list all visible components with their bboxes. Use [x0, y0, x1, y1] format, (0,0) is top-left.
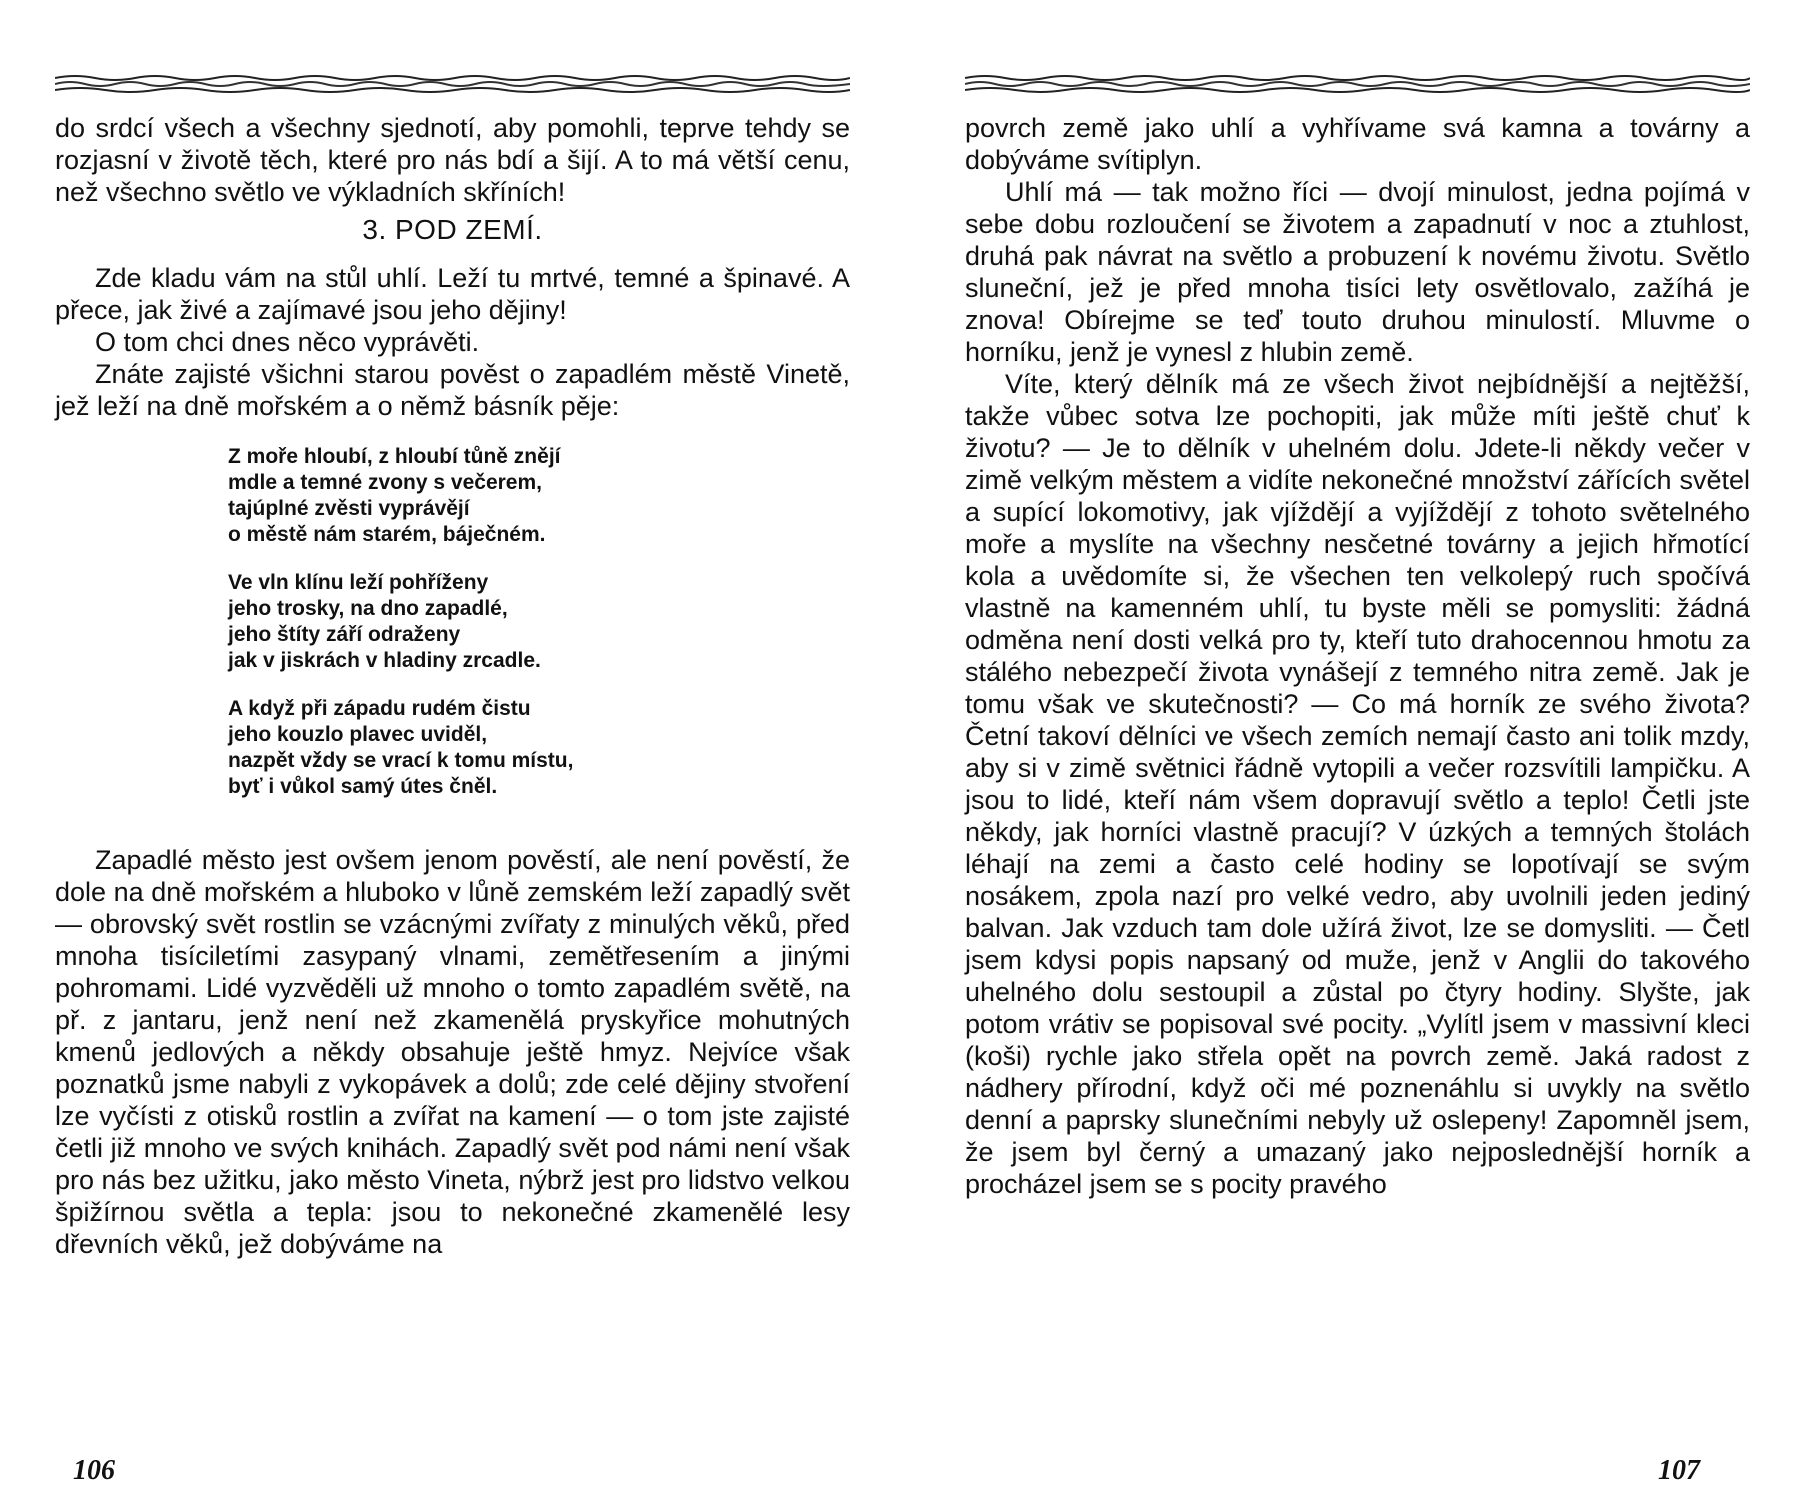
paragraph: Znáte zajisté všichni starou pověst o zapadlém městě Vinetě, jež leží na dně mořském a o němž básník pěje: [55, 359, 850, 421]
poem-line: Ve vln klínu leží pohříženy [228, 571, 489, 594]
header-ornament-left [55, 72, 850, 96]
poem-line: jeho kouzlo plavec uviděl, [228, 723, 488, 746]
paragraph: povrch země jako uhlí a vyhřívame svá kamna a továrny a dobýváme svítiplyn. [965, 113, 1750, 175]
poem-line: jak v jiskrách v hladiny zrcadle. [228, 649, 541, 672]
poem-line: mdle a temné zvony s večerem, [228, 471, 542, 494]
chapter-heading: 3. POD ZEMÍ. [362, 214, 543, 245]
poem-line: jeho štíty září odraženy [228, 623, 461, 646]
poem-line: A když při západu rudém čistu [228, 697, 531, 720]
poem-line: o městě nám starém, báječném. [228, 523, 546, 546]
right-page-text [965, 112, 1750, 1200]
poem-line: tajúplné zvěsti vyprávějí [228, 497, 470, 520]
paragraph: Uhlí má — tak možno říci — dvojí minulost, jedna pojímá v sebe dobu rozloučení se životem a zapadnutí v noc a ztuhlost, druhá pak návrat na světlo a probuzení k novému životu. Světlo sluneční, jež je před mnoha tisíci lety osvětlovalo, zažíhá je znova! Obírejme se teď touto druhou minulostí. Mluvme o horníku, jenž je vynesl z hlubin země. [965, 177, 1750, 367]
poem [228, 444, 850, 800]
page-number: 106 [73, 1455, 115, 1486]
poem-line: Z moře hloubí, z hloubí tůně znějí [228, 445, 561, 468]
poem-stanza [228, 570, 850, 674]
poem-line: nazpět vždy se vrací k tomu místu, [228, 749, 574, 772]
paragraph: Víte, který dělník má ze všech život nejbídnější a nejtěžší, takže vůbec sotva lze pochopiti, jak může míti ještě chuť k životu? — Je to dělník v uhelném dolu. Jdete-li někdy večer v zimě velkým městem a vidíte nekonečné množství zářících světel a supící lokomotivy, jak vjíždějí a vyjíždějí z tohoto světelného moře a myslíte na všechny nesčetné továrny a jejich hřmotící kola a uvědomíte si, že všechen ten velkolepý ruch spočívá vlastně na kamenném uhlí, tu byste měli se pomysliti: žádná odměna není dosti velká pro ty, kteří tuto drahocennou hmotu za stálého nebezpečí života vynášejí z temného nitra země. Jak je tomu však ve skutečnosti? — Co má horník ze svého života? Četní takoví dělníci ve všech zemích nemají často ani tolik mzdy, aby si v zimě světnici řádně vytopili a večer rozsvítili lampičku. A jsou to lidé, kteří nám všem dopravují světlo a teplo! Četli jste někdy, jak horníci vlastně pracují? V úzkých a temných štolách léhají na zemi a často celé hodiny se lopotívají se svým nosákem, zpola nazí pro velké vedro, aby uvolnili jeden jediný balvan. Jak vzduch tam dole užírá život, lze se domysliti. — Četl jsem kdysi popis napsaný od muže, jenž v Anglii do takového uhelného dolu sestoupil a zůstal po čtyry hodiny. Slyšte, jak potom vrátiv se popisoval své pocity. „Vylítl jsem v massivní kleci (koši) rychle jako střela opět na povrch země. Jaká radost z nádhery přírodní, když oči mé poznenáhlu si uvykly na světlo denní a paprsky slunečními nebyly už oslepeny! Zapomněl jsem, že jsem byl černý a umazaný jako nejposlednější horník a procházel jsem se s pocity pravého [965, 369, 1750, 1199]
paragraph: Zapadlé město jest ovšem jenom pověstí, ale není pověstí, že dole na dně mořském a hluboko v lůně zemském leží zapadlý svět — obrovský svět rostlin se vzácnými zvířaty z minulých věků, před mnoha tisíciletími zasypaný vlnami, zemětřesením a jinými pohromami. Lidé vyzvěděli už mnoho o tomto zapadlém světě, na př. z jantaru, jenž není než zkamenělá pryskyřice mohutných kmenů jedlových a někdy obsahuje ještě hmyz. Nejvíce však poznatků jsme nabyli z vykopávek a dolů; zde celé dějiny stvoření lze vyčísti z otisků rostlin a zvířat na kamení — o tom jste zajisté četli již mnoho ve svých knihách. Zapadlý svět pod námi není však pro nás bez užitku, jako město Vineta, nýbrž jest pro lidstvo velkou špižírnou světla a tepla: jsou to nekonečné zkamenělé lesy dřevních věků, jež dobýváme na [55, 845, 850, 1259]
poem-line: jeho trosky, na dno zapadlé, [228, 597, 508, 620]
poem-stanza [228, 444, 850, 548]
paragraph: O tom chci dnes něco vyprávěti. [95, 327, 480, 357]
left-page-text [55, 112, 850, 1260]
paragraph: Zde kladu vám na stůl uhlí. Leží tu mrtvé, temné a špinavé. A přece, jak živé a zajímavé jsou jeho dějiny! [55, 263, 850, 325]
paragraph: do srdcí všech a všechny sjednotí, aby pomohli, teprve tehdy se rozjasní v životě těch, které pro nás bdí a šijí. A to má větší cenu, než všechno světlo ve výkladních skříních! [55, 113, 850, 207]
header-ornament-right [965, 72, 1750, 96]
poem-line: byť i vůkol samý útes čněl. [228, 775, 498, 798]
page-number: 107 [1658, 1455, 1700, 1486]
poem-stanza [228, 696, 850, 800]
